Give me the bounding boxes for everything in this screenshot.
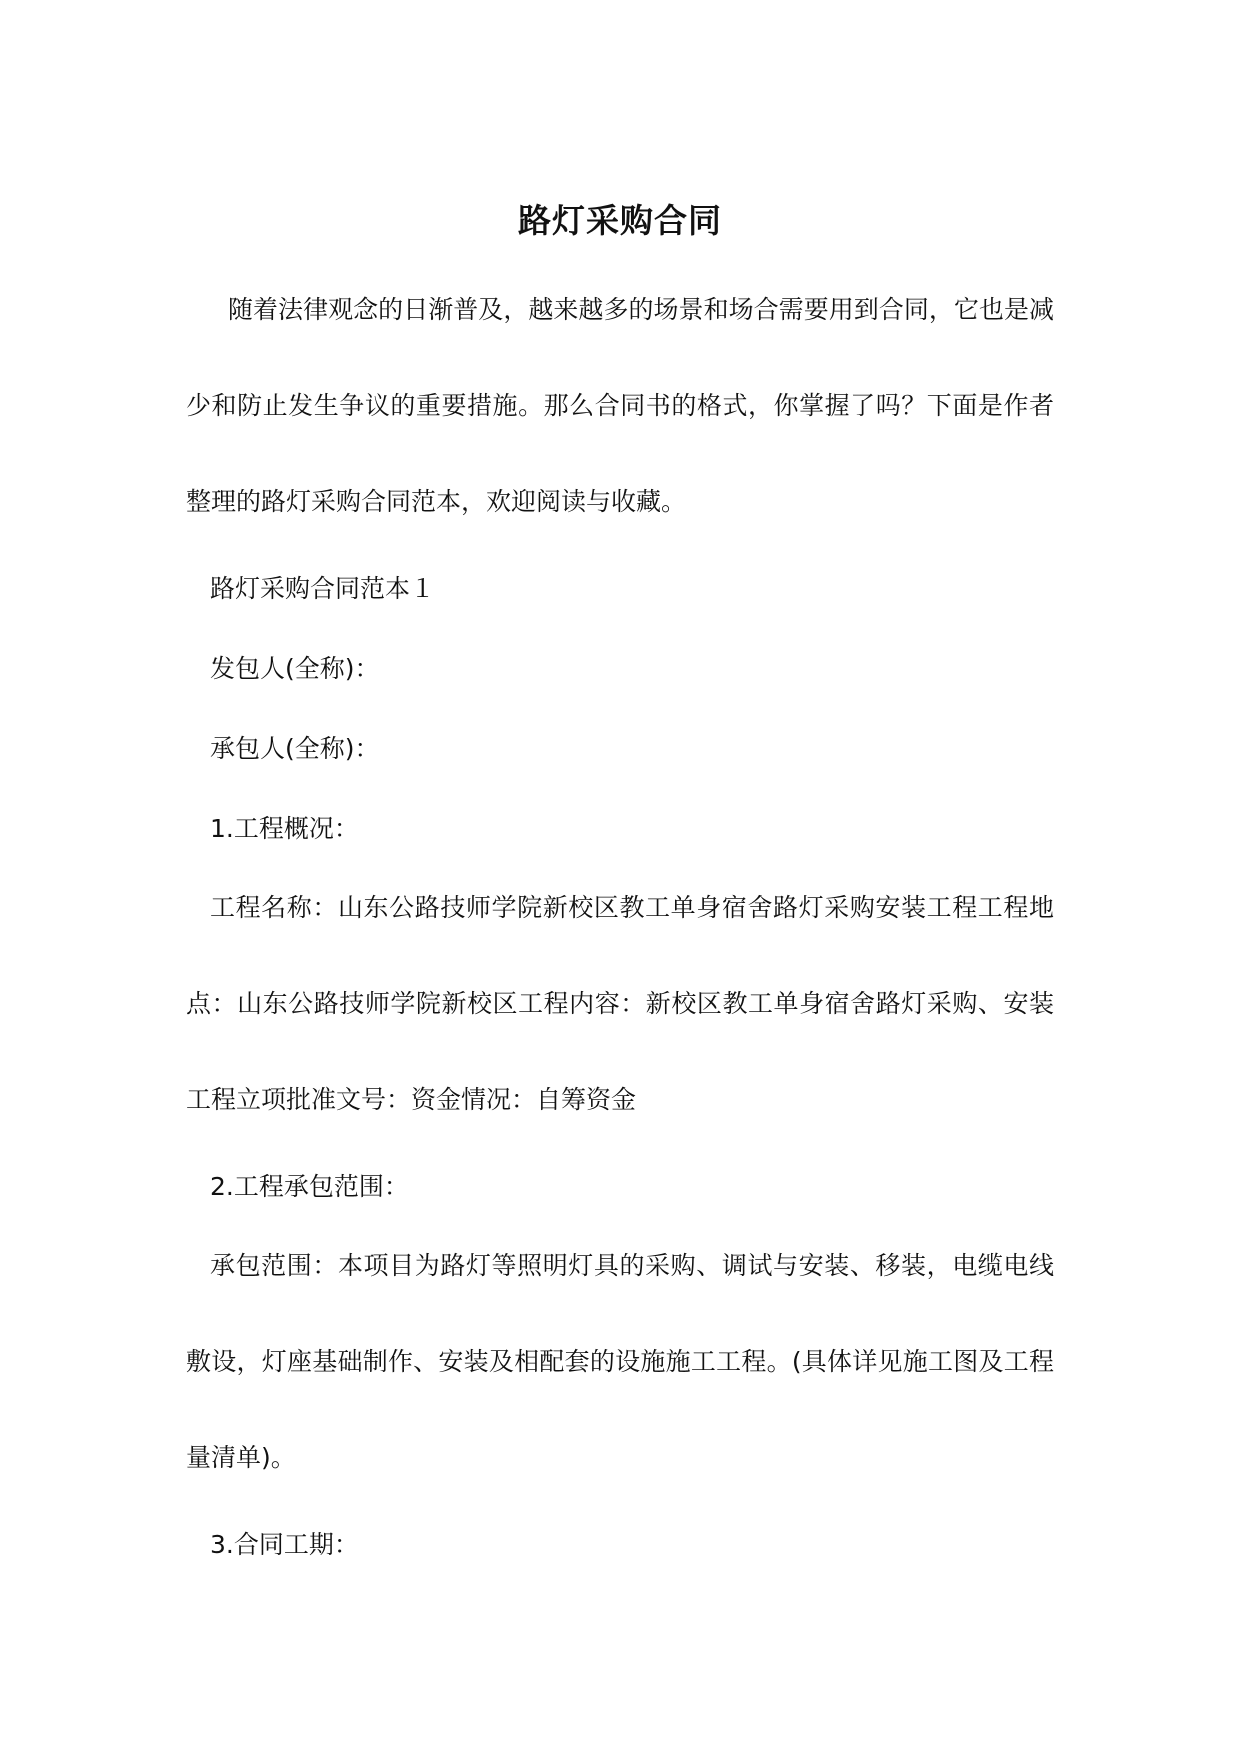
template-heading: 路灯采购合同范本１: [210, 574, 436, 603]
section-2-title: 2.工程承包范围：: [210, 1172, 409, 1201]
section-3-title: 3.合同工期：: [210, 1530, 359, 1559]
party-a-line: 发包人(全称)：: [210, 654, 380, 683]
document-title: 路灯采购合同: [518, 201, 722, 240]
intro-paragraph: 随着法律观念的日渐普及，越来越多的场景和场合需要用到合同，它也是减少和防止发生争议的重要措施。那么合同书的格式，你掌握了吗？下面是作者整理的路灯采购合同范本，欢迎阅读与收藏。: [186, 295, 1054, 516]
section-1-title: 1.工程概况：: [210, 814, 359, 843]
section-2-body: 承包范围：本项目为路灯等照明灯具的采购、调试与安装、移装，电缆电线敷设，灯座基础制作、安装及相配套的设施施工工程。(具体详见施工图及工程量清单)。: [186, 1251, 1054, 1472]
section-1-body: 工程名称：山东公路技师学院新校区教工单身宿舍路灯采购安装工程工程地点：山东公路技师学院新校区工程内容：新校区教工单身宿舍路灯采购、安装工程立项批准文号：资金情况：自筹资金: [186, 893, 1054, 1114]
party-b-line: 承包人(全称)：: [210, 734, 380, 763]
